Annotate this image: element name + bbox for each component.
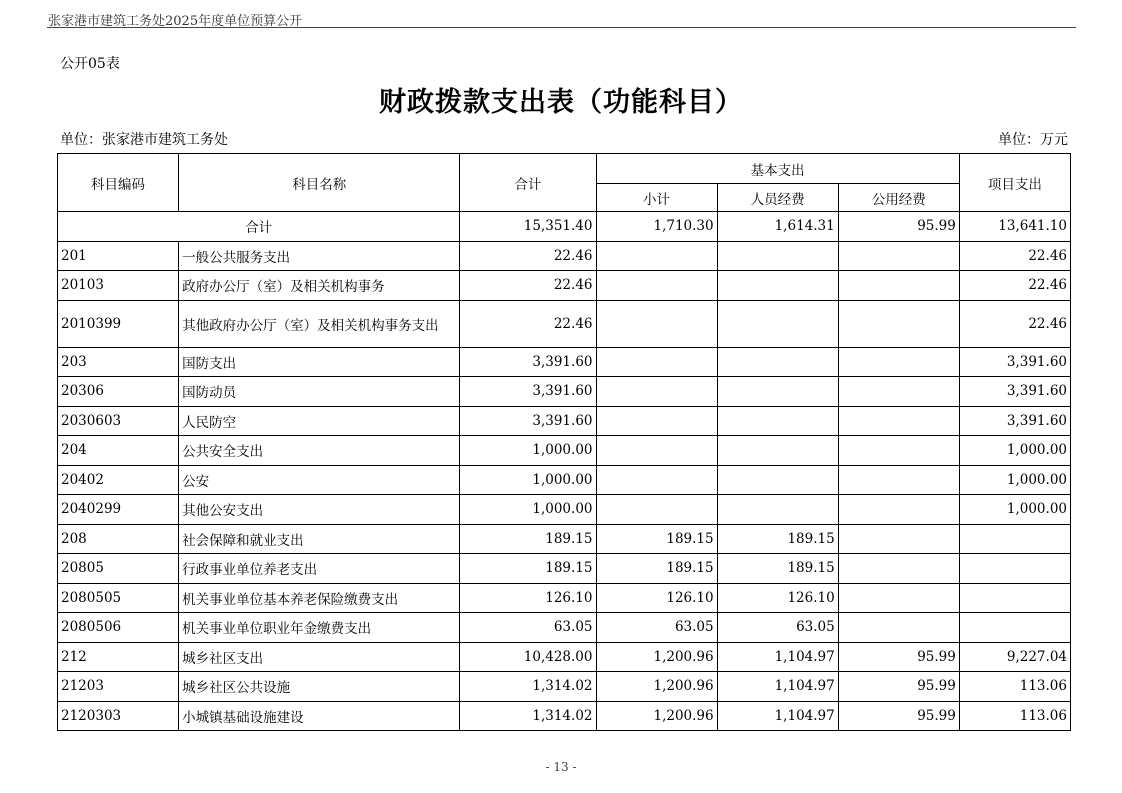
budget-table — [57, 153, 1071, 731]
personnel-cell: 189.15 — [717, 554, 838, 584]
personnel-cell — [717, 465, 838, 495]
total-cell: 1,000.00 — [460, 465, 596, 495]
project-cell: 3,391.60 — [959, 347, 1070, 377]
total-cell: 3,391.60 — [460, 406, 596, 436]
subject-name: 其他公安支出 — [179, 495, 460, 525]
table-row — [58, 271, 1071, 301]
total-cell: 3,391.60 — [460, 377, 596, 407]
total-personnel: 1,614.31 — [717, 212, 838, 242]
project-cell: 22.46 — [959, 271, 1070, 301]
public-cell — [838, 436, 959, 466]
header-public: 公用经费 — [838, 184, 959, 212]
subject-code: 212 — [58, 642, 179, 672]
project-cell — [959, 613, 1070, 643]
public-cell — [838, 495, 959, 525]
table-row — [58, 583, 1071, 613]
project-cell — [959, 524, 1070, 554]
subject-code: 2010399 — [58, 300, 179, 347]
page-number: - 13 - — [545, 760, 577, 774]
total-row — [58, 212, 1071, 242]
personnel-cell — [717, 495, 838, 525]
personnel-cell: 1,104.97 — [717, 672, 838, 702]
table-row — [58, 672, 1071, 702]
subtotal-cell: 1,200.96 — [596, 642, 717, 672]
public-cell — [838, 377, 959, 407]
subject-name: 人民防空 — [179, 406, 460, 436]
header-basic-expenditure: 基本支出 — [596, 154, 959, 184]
total-cell: 22.46 — [460, 271, 596, 301]
header-subtotal: 小计 — [596, 184, 717, 212]
subject-name: 其他政府办公厅（室）及相关机构事务支出 — [179, 300, 460, 347]
subject-name: 一般公共服务支出 — [179, 241, 460, 271]
page-title: 财政拨款支出表（功能科目） — [379, 87, 743, 118]
subject-code: 2040299 — [58, 495, 179, 525]
form-number: 公开05表 — [60, 56, 120, 72]
total-label: 合计 — [58, 212, 460, 242]
subject-code: 2120303 — [58, 701, 179, 731]
total-subtotal: 1,710.30 — [596, 212, 717, 242]
table-row — [58, 347, 1071, 377]
subtotal-cell — [596, 436, 717, 466]
public-cell — [838, 241, 959, 271]
subject-name: 城乡社区支出 — [179, 642, 460, 672]
subject-name: 社会保障和就业支出 — [179, 524, 460, 554]
total-cell: 1,000.00 — [460, 436, 596, 466]
total-cell: 22.46 — [460, 300, 596, 347]
subject-name: 公安 — [179, 465, 460, 495]
subject-name: 行政事业单位养老支出 — [179, 554, 460, 584]
subject-code: 20402 — [58, 465, 179, 495]
subtotal-cell — [596, 347, 717, 377]
table-row — [58, 465, 1071, 495]
personnel-cell: 126.10 — [717, 583, 838, 613]
total-cell: 1,314.02 — [460, 672, 596, 702]
subtotal-cell — [596, 465, 717, 495]
project-cell: 3,391.60 — [959, 406, 1070, 436]
table-row — [58, 524, 1071, 554]
header-personnel: 人员经费 — [717, 184, 838, 212]
header-name: 科目名称 — [179, 154, 460, 212]
subtotal-cell — [596, 241, 717, 271]
public-cell — [838, 524, 959, 554]
subject-code: 21203 — [58, 672, 179, 702]
personnel-cell — [717, 241, 838, 271]
project-cell: 113.06 — [959, 701, 1070, 731]
personnel-cell — [717, 347, 838, 377]
subject-code: 208 — [58, 524, 179, 554]
table-row — [58, 436, 1071, 466]
table-row — [58, 406, 1071, 436]
total-cell: 1,000.00 — [460, 495, 596, 525]
header-divider — [47, 27, 1076, 28]
project-cell: 9,227.04 — [959, 642, 1070, 672]
project-cell: 3,391.60 — [959, 377, 1070, 407]
public-cell: 95.99 — [838, 642, 959, 672]
subtotal-cell — [596, 377, 717, 407]
subject-code: 20805 — [58, 554, 179, 584]
subject-name: 城乡社区公共设施 — [179, 672, 460, 702]
table-row — [58, 300, 1071, 347]
table-row — [58, 495, 1071, 525]
personnel-cell: 63.05 — [717, 613, 838, 643]
total-project: 13,641.10 — [959, 212, 1070, 242]
subtotal-cell: 63.05 — [596, 613, 717, 643]
subject-name: 公共安全支出 — [179, 436, 460, 466]
total-cell: 63.05 — [460, 613, 596, 643]
total-cell: 126.10 — [460, 583, 596, 613]
total-cell: 189.15 — [460, 524, 596, 554]
project-cell: 1,000.00 — [959, 495, 1070, 525]
subject-name: 机关事业单位基本养老保险缴费支出 — [179, 583, 460, 613]
header-project: 项目支出 — [959, 154, 1070, 212]
public-cell — [838, 347, 959, 377]
subject-name: 政府办公厅（室）及相关机构事务 — [179, 271, 460, 301]
total-cell: 3,391.60 — [460, 347, 596, 377]
project-cell: 113.06 — [959, 672, 1070, 702]
subject-code: 204 — [58, 436, 179, 466]
personnel-cell — [717, 377, 838, 407]
table-row — [58, 613, 1071, 643]
table-row — [58, 377, 1071, 407]
subject-name: 机关事业单位职业年金缴费支出 — [179, 613, 460, 643]
table-row — [58, 701, 1071, 731]
total-cell: 1,314.02 — [460, 701, 596, 731]
subtotal-cell: 1,200.96 — [596, 701, 717, 731]
public-cell: 95.99 — [838, 701, 959, 731]
subtotal-cell — [596, 300, 717, 347]
total-value: 15,351.40 — [460, 212, 596, 242]
public-cell — [838, 554, 959, 584]
public-cell — [838, 406, 959, 436]
personnel-cell: 189.15 — [717, 524, 838, 554]
personnel-cell — [717, 271, 838, 301]
public-cell — [838, 271, 959, 301]
subject-name: 小城镇基础设施建设 — [179, 701, 460, 731]
public-cell — [838, 300, 959, 347]
project-cell: 22.46 — [959, 300, 1070, 347]
subtotal-cell — [596, 495, 717, 525]
subject-code: 2080506 — [58, 613, 179, 643]
subtotal-cell — [596, 406, 717, 436]
project-cell: 22.46 — [959, 241, 1070, 271]
public-cell — [838, 465, 959, 495]
table-row — [58, 642, 1071, 672]
subject-code: 20306 — [58, 377, 179, 407]
personnel-cell — [717, 406, 838, 436]
project-cell: 1,000.00 — [959, 436, 1070, 466]
subject-code: 201 — [58, 241, 179, 271]
subject-code: 2080505 — [58, 583, 179, 613]
subject-code: 203 — [58, 347, 179, 377]
reporting-unit: 单位：张家港市建筑工务处 — [60, 132, 228, 148]
subject-name: 国防动员 — [179, 377, 460, 407]
public-cell — [838, 583, 959, 613]
project-cell — [959, 583, 1070, 613]
header-code: 科目编码 — [58, 154, 179, 212]
personnel-cell: 1,104.97 — [717, 701, 838, 731]
personnel-cell — [717, 300, 838, 347]
subtotal-cell: 189.15 — [596, 554, 717, 584]
subject-name: 国防支出 — [179, 347, 460, 377]
subtotal-cell — [596, 271, 717, 301]
header-total: 合计 — [460, 154, 596, 212]
currency-unit: 单位：万元 — [998, 132, 1068, 148]
subject-code: 20103 — [58, 271, 179, 301]
public-cell — [838, 613, 959, 643]
total-public: 95.99 — [838, 212, 959, 242]
total-cell: 10,428.00 — [460, 642, 596, 672]
table-row — [58, 241, 1071, 271]
subtotal-cell: 189.15 — [596, 524, 717, 554]
project-cell — [959, 554, 1070, 584]
subtotal-cell: 1,200.96 — [596, 672, 717, 702]
total-cell: 22.46 — [460, 241, 596, 271]
subject-code: 2030603 — [58, 406, 179, 436]
document-header: 张家港市建筑工务处2025年度单位预算公开 — [48, 14, 303, 29]
personnel-cell: 1,104.97 — [717, 642, 838, 672]
table-row — [58, 554, 1071, 584]
public-cell: 95.99 — [838, 672, 959, 702]
project-cell: 1,000.00 — [959, 465, 1070, 495]
personnel-cell — [717, 436, 838, 466]
total-cell: 189.15 — [460, 554, 596, 584]
subtotal-cell: 126.10 — [596, 583, 717, 613]
